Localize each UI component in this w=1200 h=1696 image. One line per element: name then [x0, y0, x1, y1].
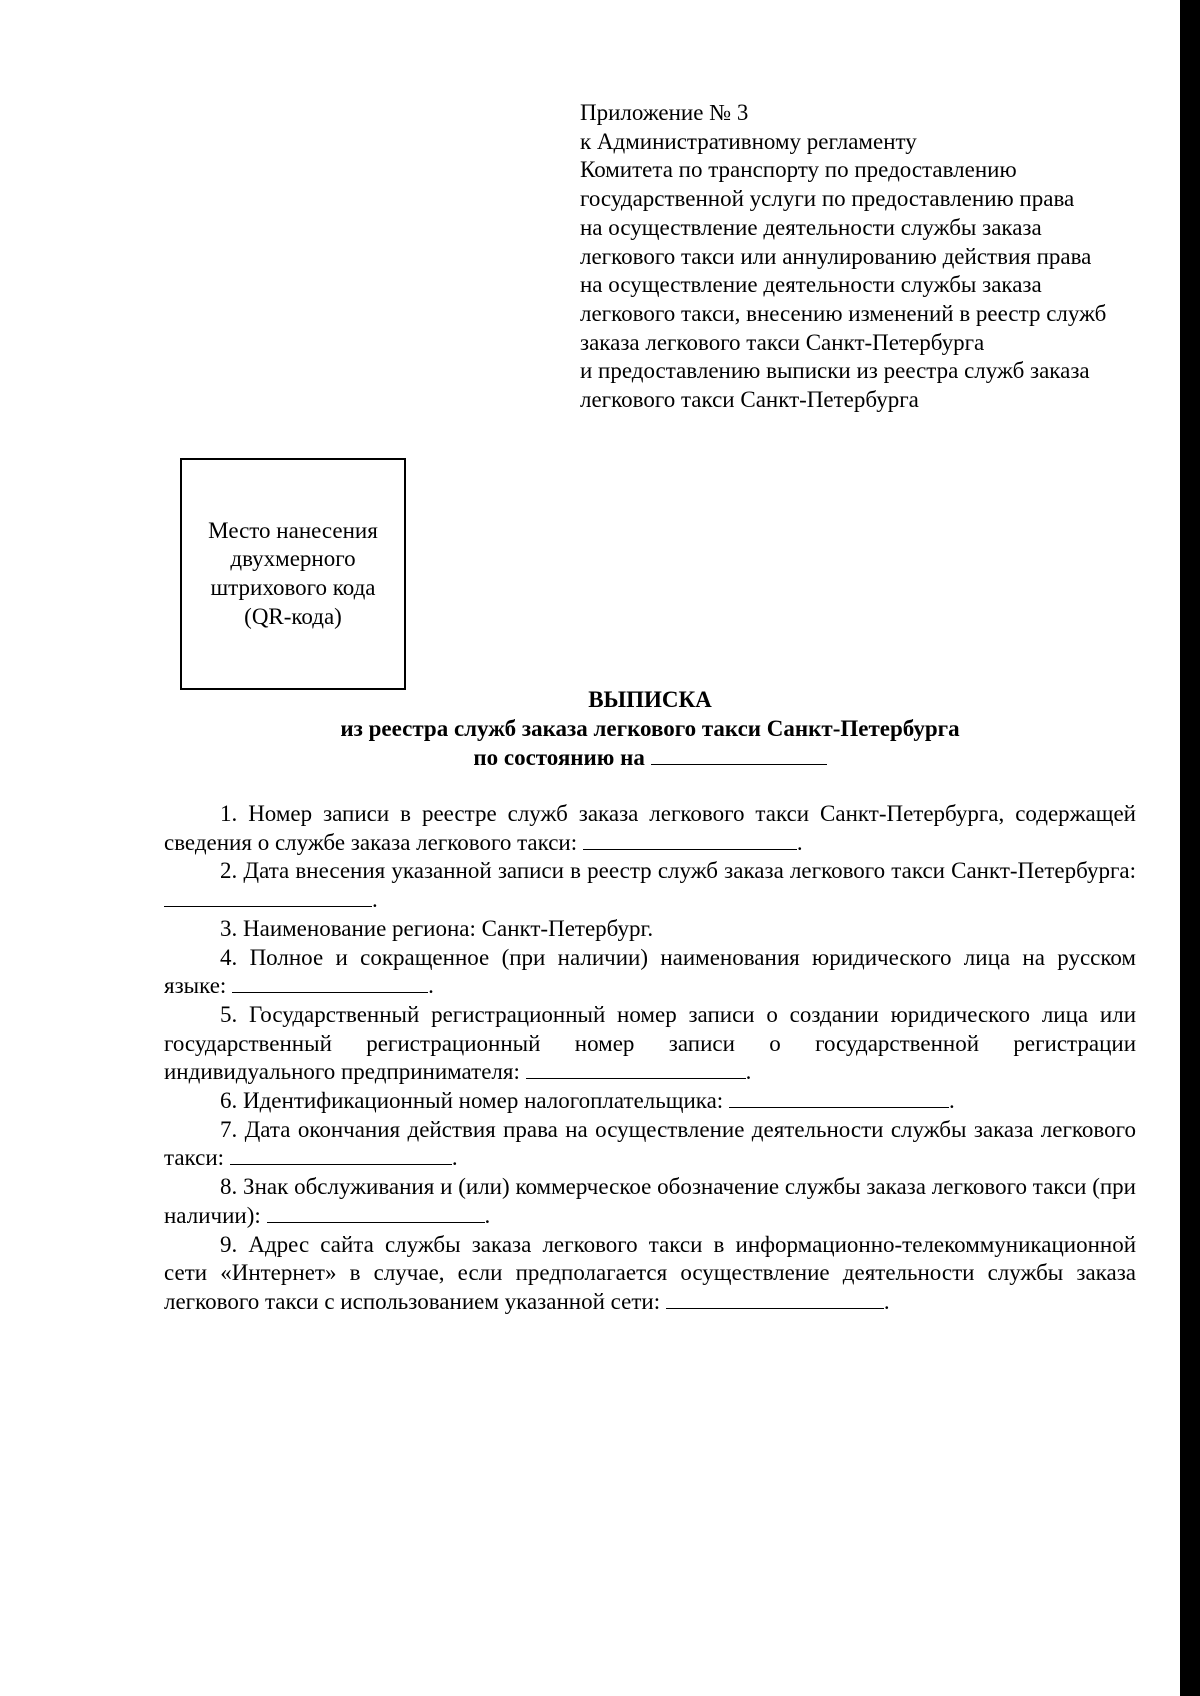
- blank-field[interactable]: [267, 1202, 485, 1223]
- document-title: [164, 686, 1136, 773]
- item-text: 6. Идентификационный номер налогоплательщика:: [220, 1088, 724, 1114]
- qr-placeholder-line: штрихового кода: [210, 575, 376, 600]
- appendix-line: на осуществление деятельности службы заказа: [580, 214, 1042, 240]
- qr-placeholder-line: (QR-кода): [244, 603, 342, 629]
- blank-field[interactable]: [232, 972, 428, 993]
- list-item: [164, 1231, 1136, 1317]
- blank-field[interactable]: [729, 1087, 949, 1108]
- blank-field[interactable]: [666, 1288, 884, 1309]
- item-text: 7. Дата окончания действия права на осуществление деятельности службы заказа легкового такси:: [164, 1116, 1136, 1171]
- item-end: .: [372, 887, 378, 913]
- appendix-line: Приложение № 3: [580, 100, 749, 125]
- item-end: .: [948, 1088, 955, 1114]
- appendix-line: на осуществление деятельности службы заказа: [580, 272, 1042, 298]
- date-label: по состоянию на: [473, 745, 645, 770]
- title-heading: ВЫПИСКА: [588, 687, 712, 712]
- item-end: .: [484, 1202, 491, 1228]
- item-text: 8. Знак обслуживания и (или) коммерческое обозначение службы заказа легкового такси (при наличии):: [164, 1174, 1136, 1228]
- item-text: 1. Номер записи в реестре служб заказа легкового такси Санкт-Петербурга, содержащей сведения о службе заказа легкового такси:: [164, 801, 1136, 855]
- list-item: [164, 1001, 1136, 1087]
- blank-field[interactable]: [164, 886, 372, 907]
- item-text: 5. Государственный регистрационный номер записи о создании юридического лица или государственный регистрационный номер записи о государственной регистрации индивидуального предпринимателя:: [164, 1001, 1136, 1085]
- item-text: 3. Наименование региона: Санкт-Петербург.: [220, 915, 654, 941]
- item-text: 2. Дата внесения указанной записи в реестр служб заказа легкового такси Санкт-Петербурга:: [220, 858, 1136, 884]
- items-list: [164, 800, 1136, 1317]
- date-blank-field[interactable]: [651, 744, 827, 765]
- appendix-line: легкового такси или аннулированию действия права: [580, 243, 1092, 269]
- title-subheading: из реестра служб заказа легкового такси Санкт-Петербурга: [340, 716, 960, 741]
- list-item: [164, 915, 1136, 944]
- qr-placeholder-line: двухмерного: [230, 546, 356, 572]
- appendix-line: легкового такси Санкт-Петербурга: [580, 387, 919, 413]
- appendix-line: легкового такси, внесению изменений в реестр служб: [580, 300, 1107, 326]
- list-item: [164, 1116, 1136, 1173]
- appendix-header: [580, 99, 1140, 415]
- qr-code-placeholder: [180, 458, 406, 690]
- title-date-line: [164, 744, 1136, 773]
- list-item: [164, 1173, 1136, 1230]
- appendix-line: государственной услуги по предоставлению права: [580, 186, 1075, 212]
- appendix-line: Комитета по транспорту по предоставлению: [580, 157, 1017, 183]
- item-end: .: [796, 829, 803, 855]
- item-end: .: [428, 973, 434, 999]
- list-item: [164, 944, 1136, 1001]
- qr-placeholder-line: Место нанесения: [208, 517, 378, 543]
- appendix-line: к Административному регламенту: [580, 128, 917, 154]
- appendix-line: заказа легкового такси Санкт-Петербурга: [580, 329, 985, 355]
- list-item: [164, 1087, 1136, 1116]
- list-item: [164, 800, 1136, 857]
- item-end: .: [745, 1059, 752, 1085]
- appendix-line: и предоставлению выписки из реестра служб заказа: [580, 358, 1090, 384]
- blank-field[interactable]: [526, 1058, 746, 1079]
- blank-field[interactable]: [583, 829, 797, 850]
- scan-edge-border: [1180, 0, 1200, 1696]
- blank-field[interactable]: [230, 1144, 452, 1165]
- list-item: [164, 857, 1136, 914]
- item-text: 9. Адрес сайта службы заказа легкового такси в информационно-телекоммуникационной сети «Интернет» в случае, если предполагается осуществление деятельности службы заказа легкового такси с использованием указанной сети:: [164, 1231, 1136, 1314]
- item-end: .: [451, 1145, 458, 1171]
- item-text: 4. Полное и сокращенное (при наличии) наименования юридического лица на русском языке:: [164, 944, 1136, 999]
- item-end: .: [883, 1288, 890, 1314]
